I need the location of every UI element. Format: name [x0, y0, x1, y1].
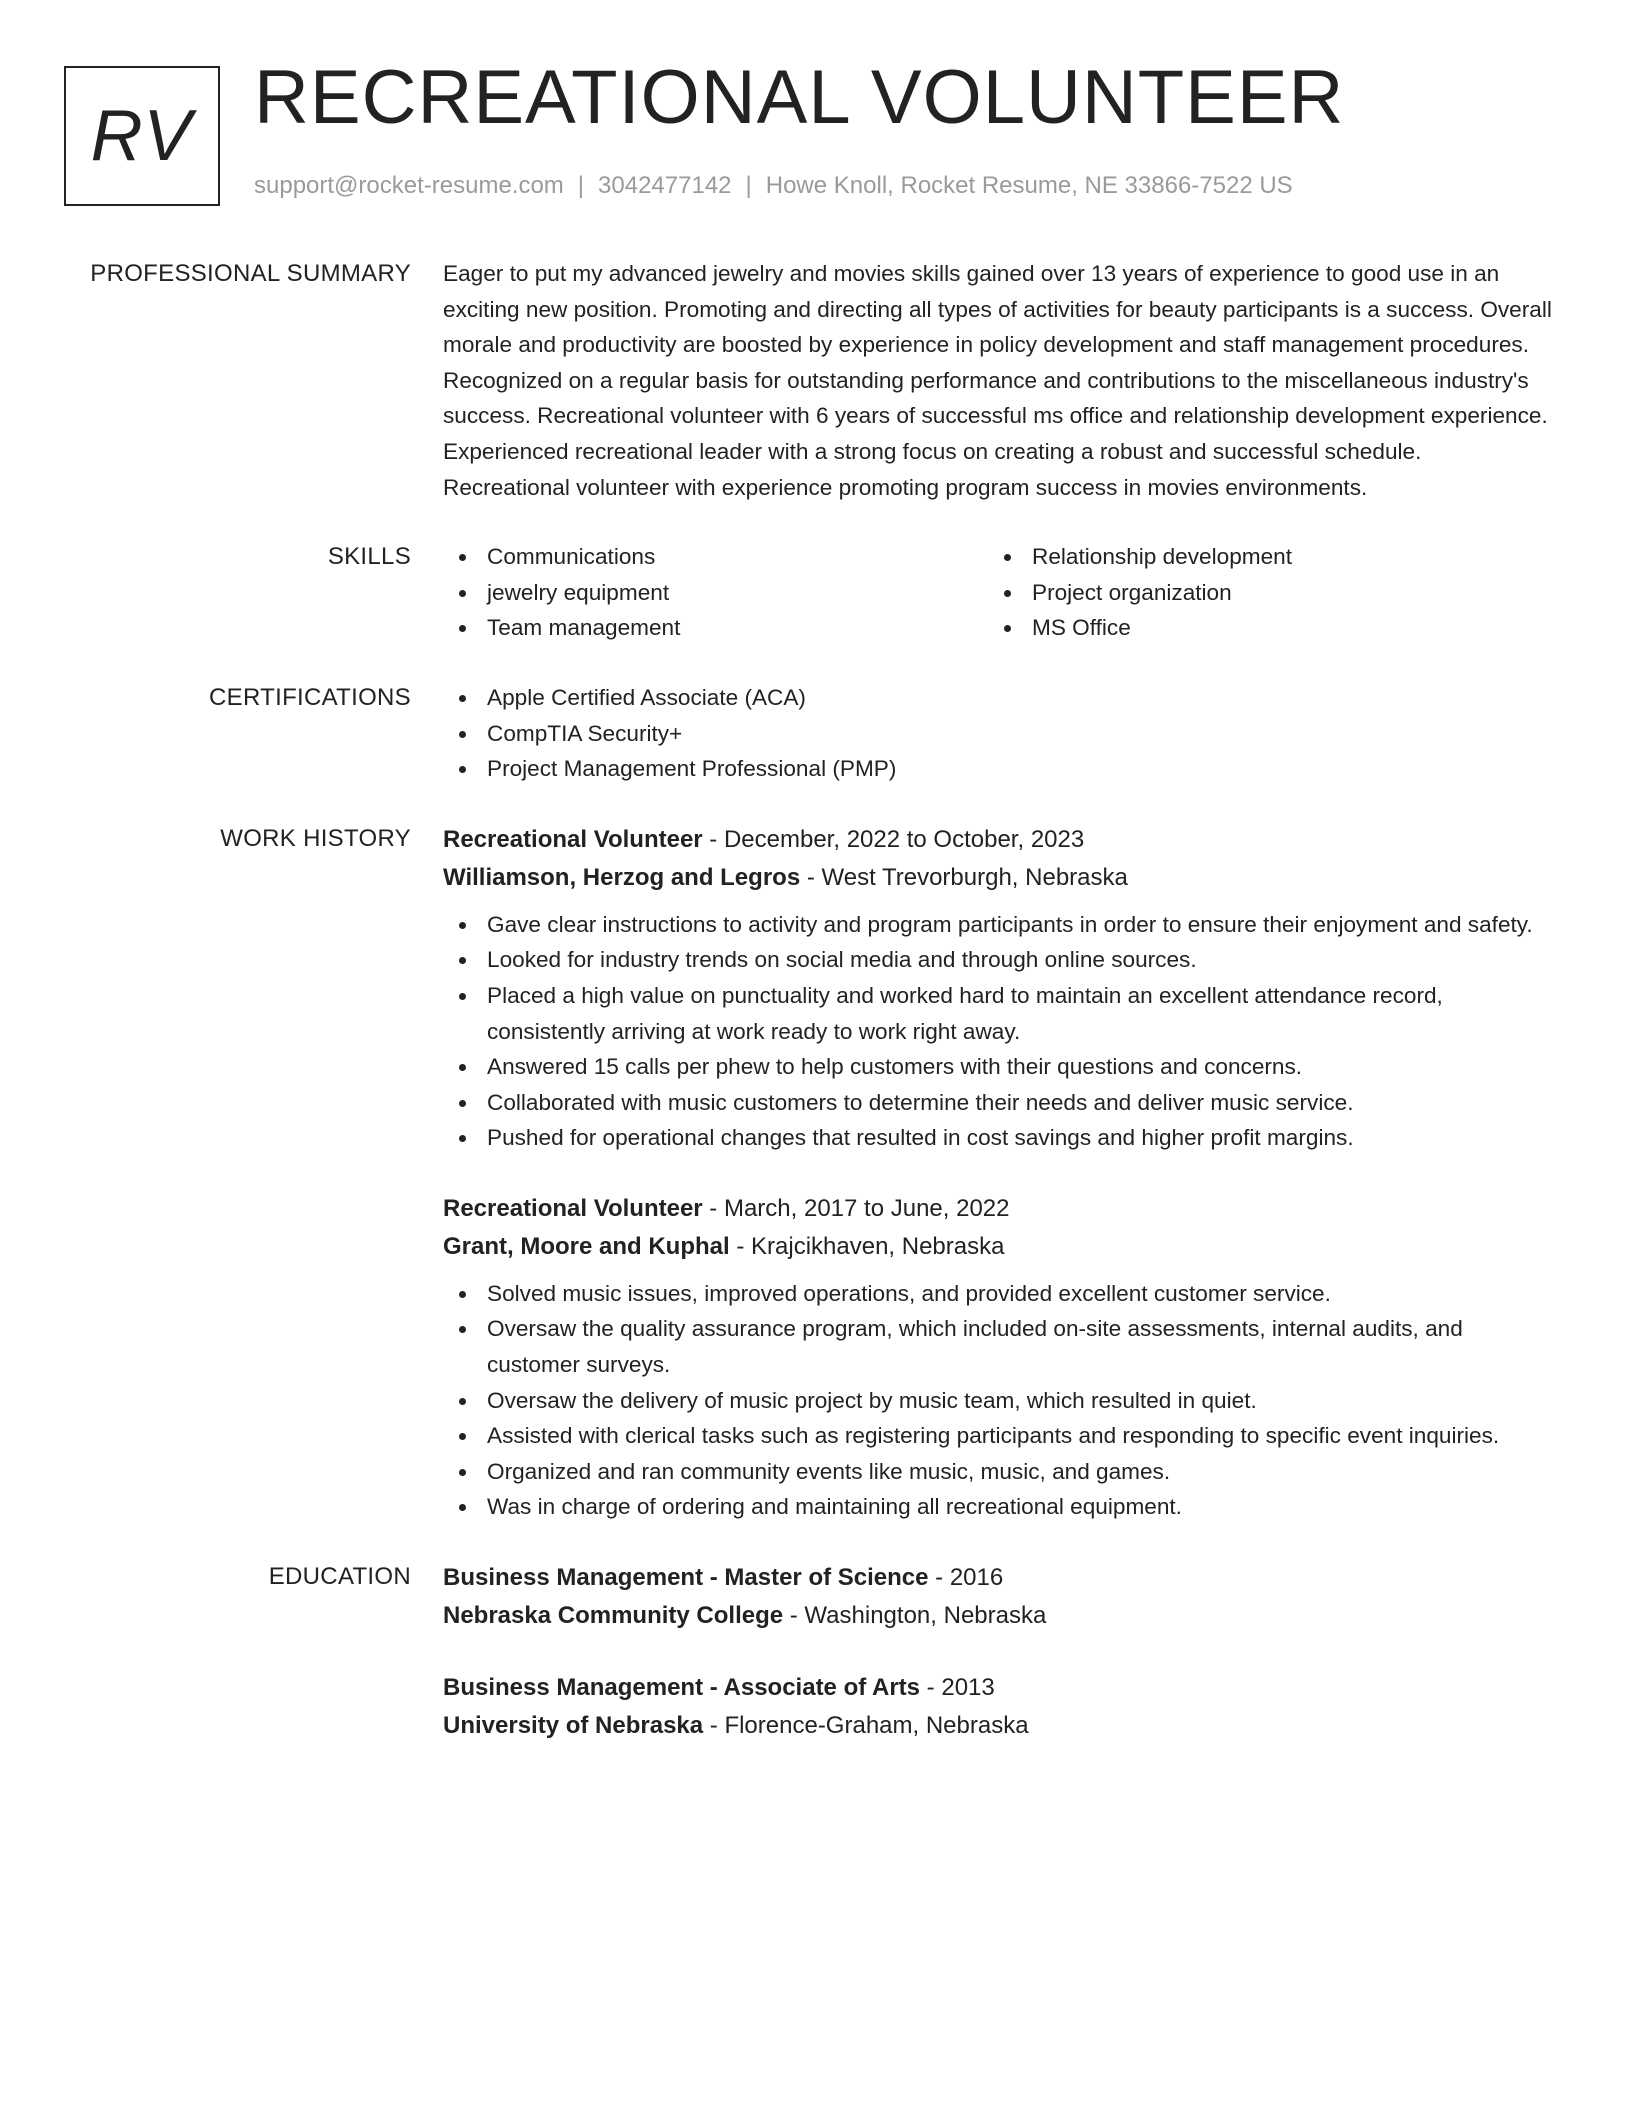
job-company-line — [443, 859, 1553, 897]
certification-item: CompTIA Security+ — [443, 716, 1553, 752]
job-bullet: Gave clear instructions to activity and program participants in order to ensure their enjoyment and safety. — [443, 907, 1553, 943]
section-skills — [0, 539, 1632, 646]
education-entry — [443, 1669, 1553, 1745]
skill-item: Relationship development — [988, 539, 1533, 575]
section-summary — [0, 256, 1632, 505]
job-dates: - December, 2022 to October, 2023 — [702, 825, 1085, 853]
section-body-education — [443, 1559, 1553, 1745]
job-company-line — [443, 1228, 1553, 1266]
education-location: - Washington, Nebraska — [783, 1602, 1047, 1630]
job-title-line — [443, 821, 1553, 859]
job-bullet: Answered 15 calls per phew to help customers with their questions and concerns. — [443, 1049, 1553, 1085]
education-school-line — [443, 1597, 1553, 1635]
job-title-line — [443, 1190, 1553, 1228]
certification-item: Project Management Professional (PMP) — [443, 751, 1553, 787]
section-label-education: EDUCATION — [268, 1563, 411, 1591]
job-company: Grant, Moore and Kuphal — [443, 1232, 730, 1260]
education-year: - 2016 — [928, 1564, 1004, 1592]
job-bullet: Oversaw the quality assurance program, which included on-site assessments, internal audits, and customer surveys. — [443, 1311, 1553, 1382]
summary-text: Eager to put my advanced jewelry and movies skills gained over 13 years of experience to good use in an exciting new position. Promoting and directing all types of activities for beauty participants is a success. Overall morale and productivity are boosted by experience in policy development and staff management procedures. Recognized on a regular basis for outstanding performance and contributions to the miscellaneous industry's success. Recreational volunteer with 6 years of successful ms office and relationship development experience. Experienced recreational leader with a strong focus on creating a robust and successful schedule. Recreational volunteer with experience promoting program success in movies environments. — [443, 261, 1552, 500]
contact-email: support@rocket-resume.com — [254, 172, 564, 199]
skills-column-right — [988, 539, 1533, 646]
skills-grid — [443, 539, 1553, 646]
section-body-work-history — [443, 821, 1553, 1525]
education-degree-line — [443, 1669, 1553, 1707]
skill-item: MS Office — [988, 610, 1533, 646]
section-label-certifications: CERTIFICATIONS — [209, 683, 411, 711]
resume-sections — [0, 256, 1632, 1779]
section-label-summary: PROFESSIONAL SUMMARY — [90, 260, 411, 287]
job-bullet: Placed a high value on punctuality and worked hard to maintain an excellent attendance record, consistently arriving at work ready to work right away. — [443, 978, 1553, 1049]
job-entry — [443, 1190, 1553, 1525]
skill-item: Team management — [443, 610, 988, 646]
education-school: Nebraska Community College — [443, 1602, 784, 1630]
job-bullet: Organized and ran community events like music, music, and games. — [443, 1454, 1553, 1490]
education-year: - 2013 — [920, 1674, 995, 1702]
job-bullet: Assisted with clerical tasks such as registering participants and responding to specific event inquiries. — [443, 1418, 1553, 1454]
section-label-work-history: WORK HISTORY — [220, 824, 411, 852]
certification-item: Apple Certified Associate (ACA) — [443, 680, 1553, 716]
job-title: Recreational Volunteer — [443, 825, 703, 853]
section-work-history — [0, 821, 1632, 1525]
job-location: - Krajcikhaven, Nebraska — [729, 1232, 1005, 1260]
job-bullet: Was in charge of ordering and maintaining all recreational equipment. — [443, 1489, 1553, 1525]
monogram-box — [64, 66, 220, 206]
skill-item: Project organization — [988, 575, 1533, 611]
education-entry — [443, 1559, 1553, 1635]
job-bullet: Solved music issues, improved operations, and provided excellent customer service. — [443, 1276, 1553, 1312]
education-degree: Business Management - Master of Science — [443, 1564, 929, 1592]
education-degree: Business Management - Associate of Arts — [443, 1674, 921, 1702]
job-bullet: Looked for industry trends on social media and through online sources. — [443, 942, 1553, 978]
section-certifications — [0, 680, 1632, 787]
candidate-name: RECREATIONAL VOLUNTEER — [254, 55, 1345, 140]
job-bullet: Pushed for operational changes that resulted in cost savings and higher profit margins. — [443, 1120, 1553, 1156]
monogram-initials: RV — [90, 96, 194, 176]
contact-address: Howe Knoll, Rocket Resume, NE 33866-7522 US — [765, 172, 1293, 199]
section-body-certifications — [443, 680, 1553, 787]
contact-phone: 3042477142 — [598, 172, 732, 199]
job-bullet: Oversaw the delivery of music project by music team, which resulted in quiet. — [443, 1383, 1553, 1419]
education-school-line — [443, 1707, 1553, 1745]
job-bullet: Collaborated with music customers to determine their needs and deliver music service. — [443, 1085, 1553, 1121]
contact-line — [254, 172, 1293, 201]
section-label-skills: SKILLS — [327, 543, 411, 571]
education-degree-line — [443, 1559, 1553, 1597]
job-dates: - March, 2017 to June, 2022 — [702, 1194, 1010, 1222]
skill-item: jewelry equipment — [443, 575, 988, 611]
section-education — [0, 1559, 1632, 1745]
skills-column-left — [443, 539, 988, 646]
contact-separator: | — [745, 172, 752, 199]
contact-separator: | — [577, 172, 585, 199]
job-title: Recreational Volunteer — [443, 1194, 703, 1222]
skill-item: Communications — [443, 539, 988, 575]
job-location: - West Trevorburgh, Nebraska — [800, 863, 1128, 891]
job-company: Williamson, Herzog and Legros — [443, 863, 801, 891]
education-location: - Florence-Graham, Nebraska — [703, 1712, 1029, 1740]
education-school: University of Nebraska — [443, 1712, 704, 1740]
section-body-summary — [443, 256, 1553, 505]
job-entry — [443, 821, 1553, 1156]
